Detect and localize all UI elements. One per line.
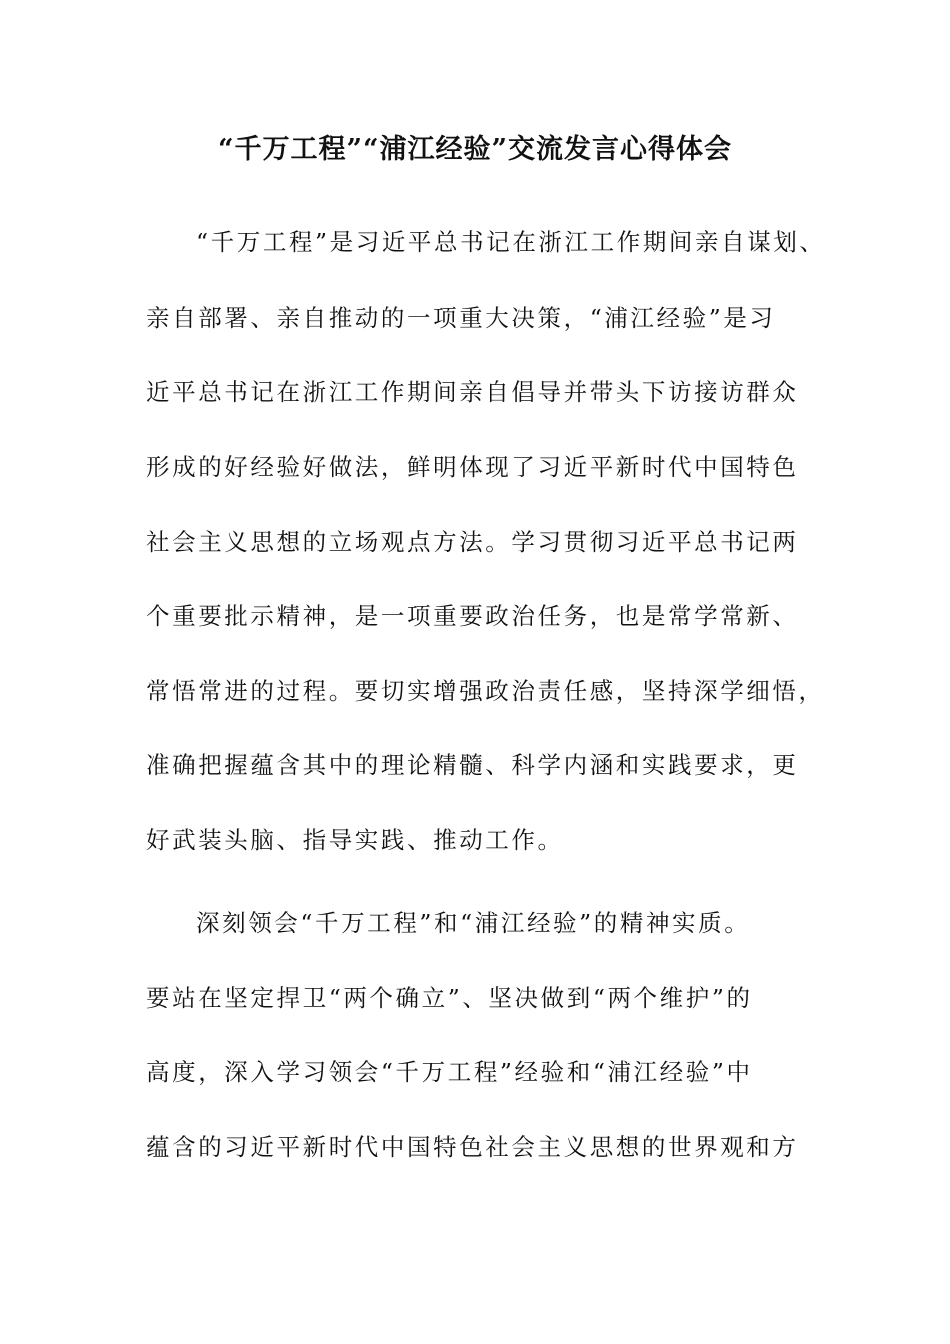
document-title: “千万工程”“浦江经验”交流发言心得体会	[217, 134, 733, 165]
paragraph-1-line-6: 个重要批示精神，是一项重要政治任务，也是常学常新、	[146, 602, 799, 630]
paragraph-1-line-3: 近平总书记在浙江工作期间亲自倡导并带头下访接访群众	[146, 378, 799, 406]
paragraph-2-line-3: 高度，深入学习领会“千万工程”经验和“浦江经验”中	[146, 1058, 753, 1086]
paragraph-1-line-4: 形成的好经验好做法，鲜明体现了习近平新时代中国特色	[146, 453, 799, 481]
paragraph-2-line-1: 深刻领会“千万工程”和“浦江经验”的精神实质。	[196, 909, 751, 937]
paragraph-1-line-5: 社会主义思想的立场观点方法。学习贯彻习近平总书记两	[146, 528, 799, 556]
paragraph-1-line-2: 亲自部署、亲自推动的一项重大决策，“浦江经验”是习	[146, 304, 776, 332]
paragraph-1-line-7: 常悟常进的过程。要切实增强政治责任感，坚持深学细悟，	[146, 677, 825, 705]
paragraph-2-line-4: 蕴含的习近平新时代中国特色社会主义思想的世界观和方	[146, 1133, 799, 1161]
paragraph-2-line-2: 要站在坚定捍卫“两个确立”、坚决做到“两个维护”的	[146, 984, 753, 1012]
paragraph-1-line-1: “千万工程”是习近平总书记在浙江工作期间亲自谋划、	[196, 228, 826, 256]
paragraph-1-line-8: 准确把握蕴含其中的理论精髓、科学内涵和实践要求，更	[146, 751, 799, 779]
paragraph-1-line-9: 好武装头脑、指导实践、推动工作。	[146, 826, 564, 854]
